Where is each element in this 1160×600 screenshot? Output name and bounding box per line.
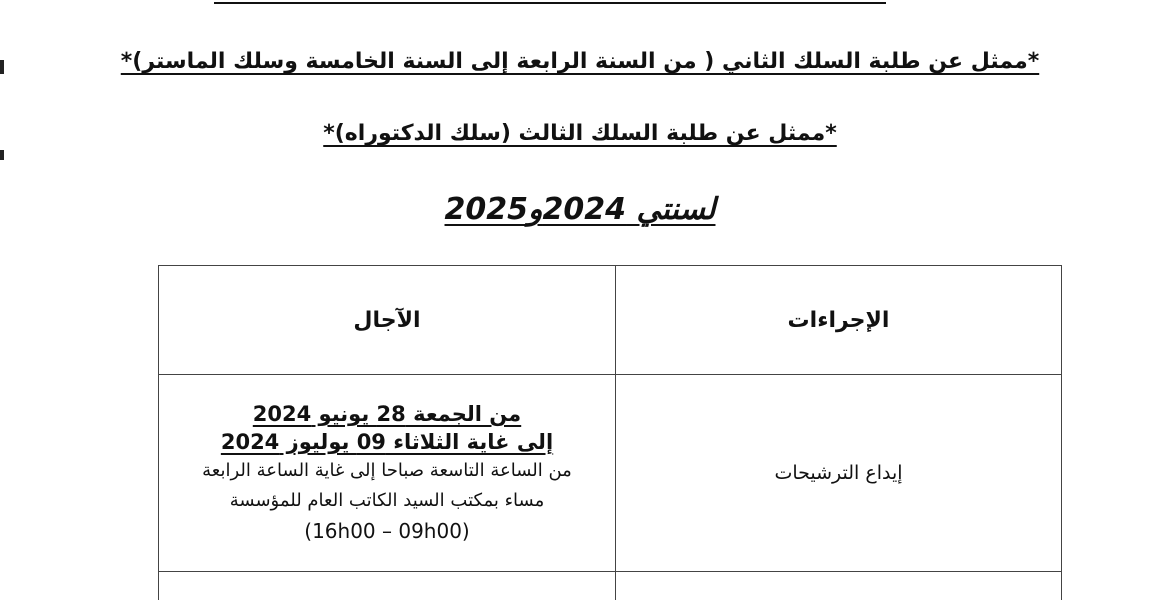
procedures-column-header: الإجراءات (616, 266, 1062, 375)
years-text: لسنتي 2024و2025 (444, 192, 716, 227)
deadline-location-note: مساء بمكتب السيد الكاتب العام للمؤسسة (229, 490, 545, 511)
scan-edge-mark (0, 150, 4, 160)
deadline-hours-note: من الساعة التاسعة صباحا إلى غاية الساعة الرابعة (202, 460, 572, 481)
table-row (159, 375, 1062, 572)
deadline-start-date: من الجمعة 28 يونيو 2024 (252, 402, 522, 426)
deadline-end-date: إلى غاية الثلاثاء 09 يوليوز 2024 (220, 430, 554, 454)
deadlines-column-header: الآجال (159, 266, 616, 375)
second-cycle-representative-text: *ممثل عن طلبة السلك الثاني ( من السنة الرابعة إلى السنة الخامسة وسلك الماستر)* (120, 49, 1040, 74)
years-heading (0, 192, 1160, 228)
deadline-cell (159, 375, 616, 572)
third-cycle-representative-text: *ممثل عن طلبة السلك الثالث (سلك الدكتوراه)* (323, 121, 837, 146)
third-cycle-representative-heading (0, 120, 1160, 148)
procedure-cell (616, 375, 1062, 572)
cropped-heading-underline (214, 2, 886, 4)
deadline-cell (159, 572, 616, 600)
table-row (159, 572, 1062, 600)
procedure-cell (616, 572, 1062, 600)
schedule-table (158, 265, 1062, 600)
second-cycle-representative-heading (0, 48, 1160, 76)
deadline-block (159, 400, 615, 546)
procedure-text: إيداع الترشيحات (774, 462, 903, 484)
deadline-time-range: (16h00 – 09h00) (304, 519, 470, 543)
table-header-row (159, 266, 1062, 375)
